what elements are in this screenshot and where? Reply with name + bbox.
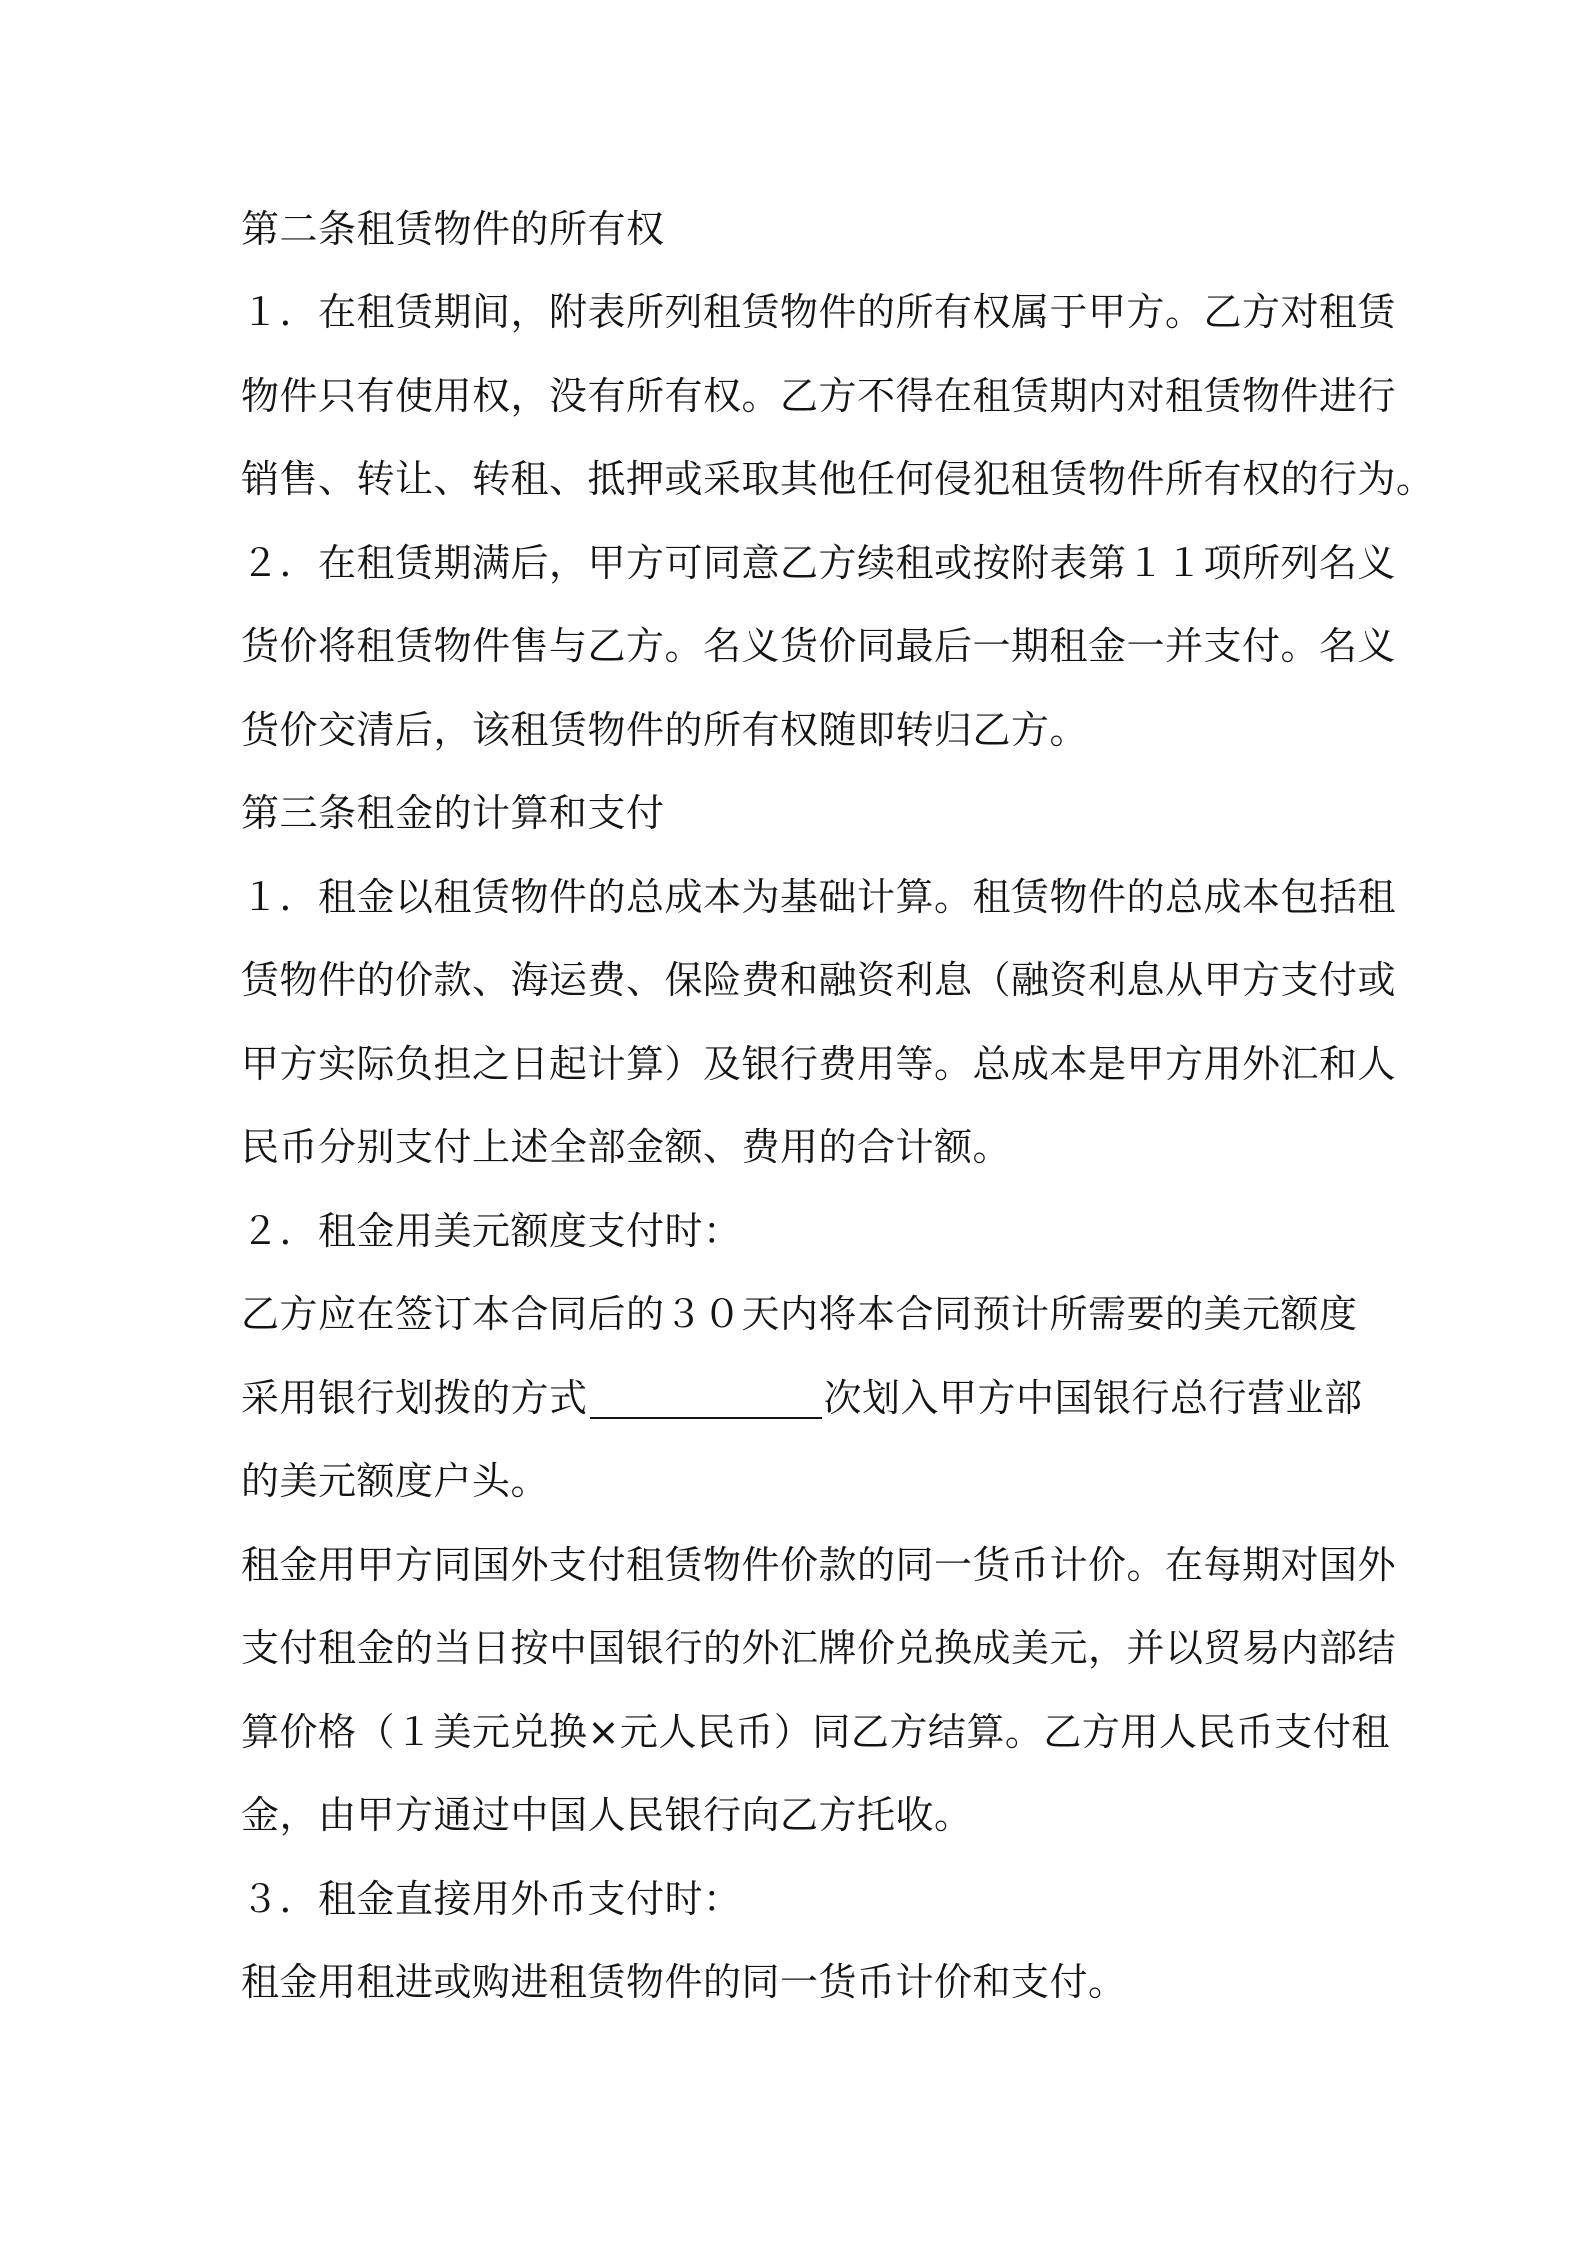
article-3-heading: 第三条租金的计算和支付 <box>241 791 665 835</box>
item-3-title: ３．租金直接用外币支付时： <box>241 1877 742 1921</box>
fill-in-blank <box>590 1417 822 1419</box>
paragraph-line: 货价交清后，该租赁物件的所有权随即转归乙方。 <box>241 708 1089 752</box>
paragraph-line: 支付租金的当日按中国银行的外汇牌价兑换成美元，并以贸易内部结 <box>241 1626 1397 1670</box>
paragraph-line: 乙方应在签订本合同后的３０天内将本合同预计所需要的美元额度 <box>241 1292 1358 1336</box>
item-2-title: ２．租金用美元额度支付时： <box>241 1209 742 1253</box>
paragraph-line: 物件只有使用权，没有所有权。乙方不得在租赁期内对租赁物件进行 <box>241 374 1397 418</box>
document-page <box>241 0 1435 2244</box>
paragraph-line: 货价将租赁物件售与乙方。名义货价同最后一期租金一并支付。名义 <box>241 624 1397 668</box>
paragraph-line: １．在租赁期间，附表所列租赁物件的所有权属于甲方。乙方对租赁 <box>241 290 1397 334</box>
paragraph-line: 金，由甲方通过中国人民银行向乙方托收。 <box>241 1793 973 1837</box>
paragraph-line: 销售、转让、转租、抵押或采取其他任何侵犯租赁物件所有权的行为。 <box>241 457 1435 501</box>
paragraph-line: 的美元额度户头。 <box>241 1459 550 1503</box>
paragraph-line-with-blank <box>241 1371 1363 1425</box>
paragraph-line: 租金用甲方同国外支付租赁物件价款的同一货币计价。在每期对国外 <box>241 1543 1397 1587</box>
paragraph-line: ２．在租赁期满后，甲方可同意乙方续租或按附表第１１项所列名义 <box>241 541 1397 585</box>
paragraph-line: 民币分别支付上述全部金额、费用的合计额。 <box>241 1125 1012 1169</box>
paragraph-line: 甲方实际负担之日起计算）及银行费用等。总成本是甲方用外汇和人 <box>241 1042 1397 1086</box>
text-before-blank: 采用银行划拨的方式 <box>241 1376 588 1420</box>
paragraph-line: 算价格（１美元兑换×元人民币）同乙方结算。乙方用人民币支付租 <box>241 1710 1390 1754</box>
text-after-blank: 次划入甲方中国银行总行营业部 <box>823 1376 1363 1420</box>
article-2-heading: 第二条租赁物件的所有权 <box>241 207 665 251</box>
paragraph-line: 赁物件的价款、海运费、保险费和融资利息（融资利息从甲方支付或 <box>241 958 1397 1002</box>
paragraph-line: 租金用租进或购进租赁物件的同一货币计价和支付。 <box>241 1960 1127 2004</box>
paragraph-line: １．租金以租赁物件的总成本为基础计算。租赁物件的总成本包括租 <box>241 875 1397 919</box>
